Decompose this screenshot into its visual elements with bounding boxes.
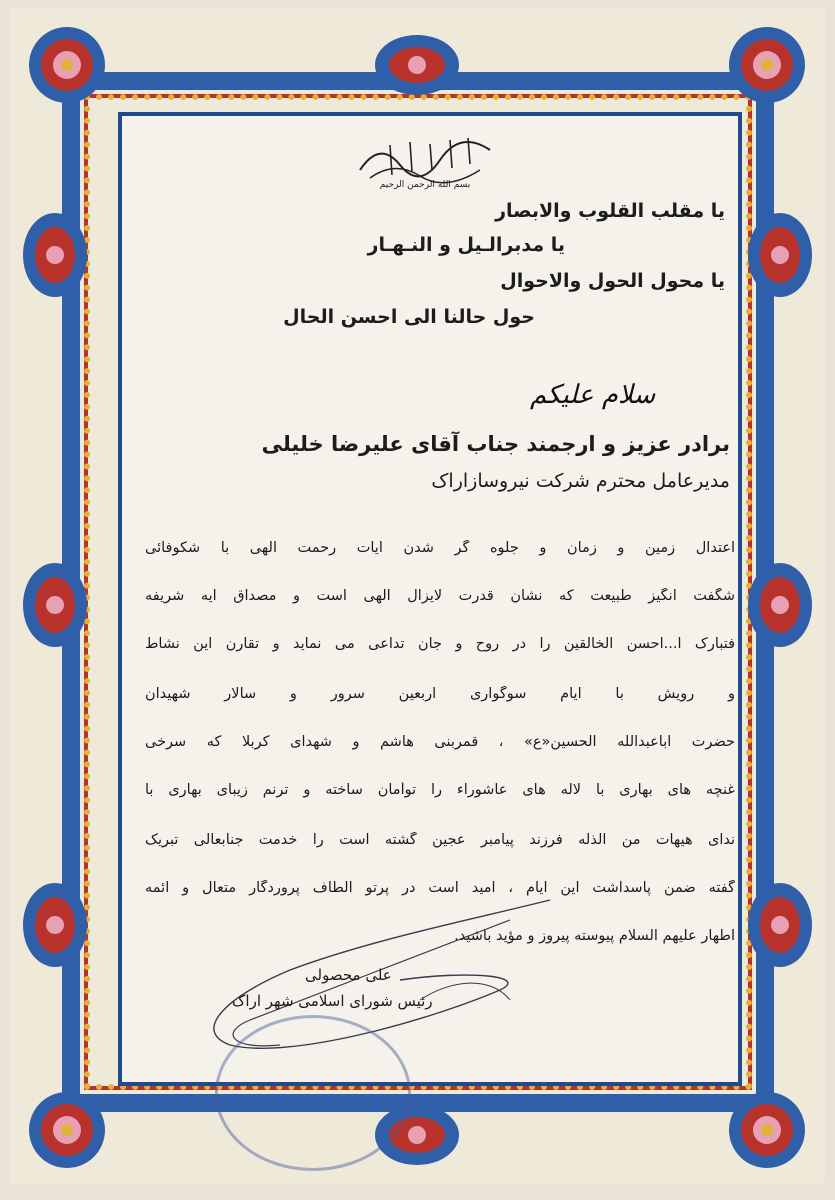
bismillah-calligraphy (350, 130, 500, 190)
ornament-top-right (722, 20, 812, 110)
invocation-line-2: یا مدبرالـیل و النـهـار (367, 234, 565, 256)
body-line: ندای هیهات من الذله فرزند پیامبر عجین گشته است را خدمت جنابعالی تبریک (145, 832, 735, 848)
recipient-name: برادر عزیز و ارجمند جناب آقای علیرضا خلیلی (261, 432, 730, 456)
ornament-left-upper (10, 210, 100, 300)
ornament-bottom-right (722, 1085, 812, 1175)
official-stamp (215, 1015, 411, 1171)
ornament-right-lower (735, 560, 825, 650)
body-line: شگفت انگیز طبیعت که نشان قدرت لایزال الهی است و مصداق آیه شریفه (145, 588, 735, 604)
bismillah-text: بسم الله الرحمن الرحیم (379, 180, 471, 190)
ornament-left-lower (10, 560, 100, 650)
recipient-position: مدیرعامل محترم شرکت نیروسازاراک (431, 470, 730, 492)
body-line: اعتدال زمین و زمان و جلوه گر شدن آیات رحمت الهی با شکوفائی (145, 540, 735, 556)
ornament-top-left (22, 20, 112, 110)
body-line: غنچه های بهاری با لاله های عاشوراء را توأمان ساخته و ترنم زیبای بهاری با (145, 782, 735, 798)
body-line: فتبارک ا...احسن الخالقین را در روح و جان تداعی می نماید و تقارن این نشاط (145, 636, 735, 652)
body-line: و رویش با ایام سوگواری اربعین سرور و سالار شهیدان (145, 686, 735, 702)
body-line: حضرت اباعبدالله الحسین«ع» ، قمربنی هاشم و شهدای کربلا که سرخی (145, 734, 735, 750)
signer-name: علی محصولی (305, 966, 392, 984)
invocation-line-4: حول حالنا الی احسن الحال (283, 306, 535, 328)
invocation-line-3: یا محول الحول والاحوال (500, 270, 725, 292)
signer-title: رئیس شورای اسلامی شهر اراک (232, 992, 433, 1010)
ornament-right-bottom (735, 880, 825, 970)
invocation-line-1: یا مقلب القلوب والابصار (495, 200, 725, 222)
ornament-right-upper (735, 210, 825, 300)
handwritten-greeting: سلام علیکم (530, 380, 656, 410)
body-line: گفته ضمن پاسداشت این ایام ، امید است در پرتو الطاف پروردگار متعال و ائمه (145, 880, 735, 896)
ornament-bottom-left (22, 1085, 112, 1175)
body-line: اطهار علیهم السلام پیوسته پیروز و مؤید باشید. (454, 928, 735, 944)
ornament-top-center (372, 20, 462, 110)
ornament-left-bottom (10, 880, 100, 970)
